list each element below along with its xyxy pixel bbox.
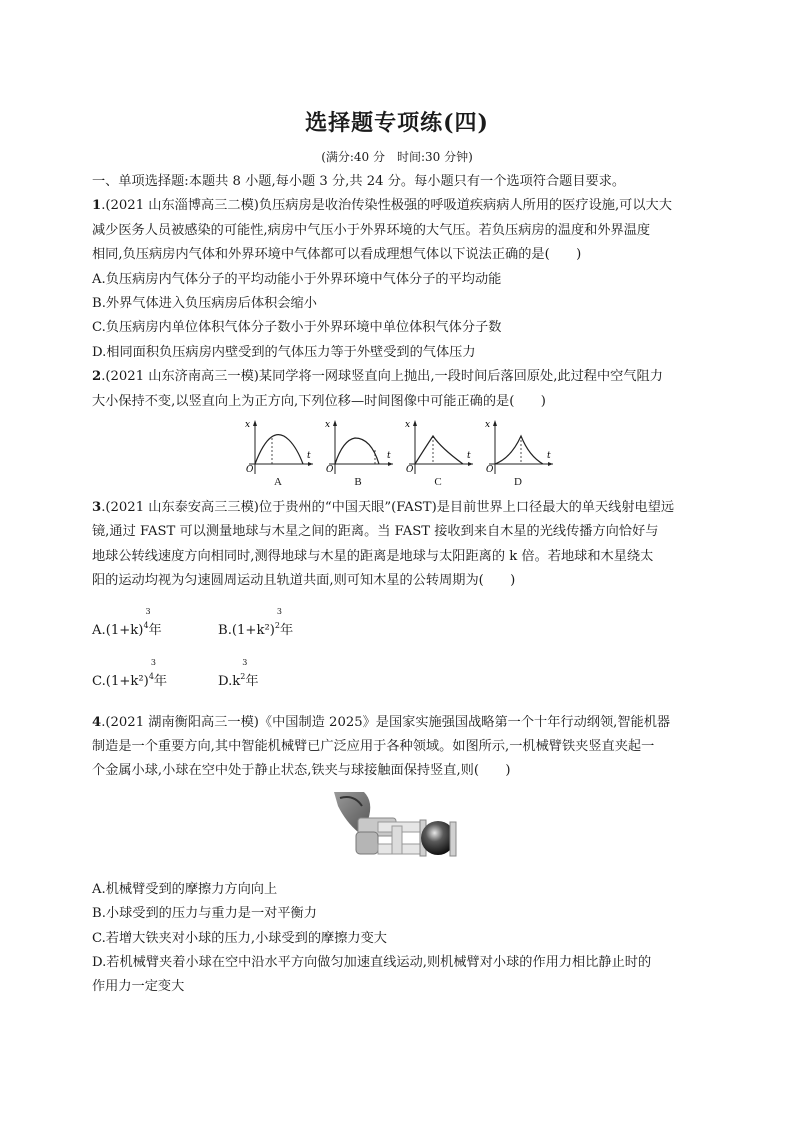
exp-den: 4 [148,672,154,682]
option-base: C.(1+k²) [92,674,149,690]
robot-arm-illustration [328,792,468,874]
option-a: A.机械臂受到的摩擦力方向向上 [92,881,278,897]
x-axis-label: t [307,451,311,462]
option-base: B.(1+k²) [218,622,275,638]
graph-figure [92,418,704,490]
option-unit: 年 [148,622,162,638]
question-number: 2 [92,369,102,385]
origin-label: O [246,465,254,476]
graph-label: C [434,476,442,489]
graph-b [321,418,395,490]
exp-den: 4 [143,620,149,630]
options-row-2 [92,658,704,694]
graph-c [401,418,475,490]
question-text: 个金属小球,小球在空中处于静止状态,铁夹与球接触面保持竖直,则( ) [92,763,511,779]
origin-label: O [486,465,494,476]
option-exponent [240,658,248,694]
question-number: 4 [92,714,102,730]
options-row-1 [92,606,704,643]
option-b [218,606,294,643]
question-2 [92,365,704,490]
graph-d [481,418,555,490]
option-d-continued: 作用力一定变大 [92,979,185,995]
option-base: A.(1+k) [92,622,144,638]
option-d [218,658,259,694]
option-a: A.负压病房内气体分子的平均动能小于外界环境中气体分子的平均动能 [92,271,502,287]
exp-num: 3 [276,606,282,616]
question-3 [92,496,704,694]
x-axis-label: t [467,451,471,462]
exp-den: 2 [274,620,280,630]
option-c [92,658,218,694]
y-axis-label: x [485,420,491,431]
option-b: B.小球受到的压力与重力是一对平衡力 [92,906,317,922]
graph-label: A [274,476,282,489]
question-body [92,170,704,1000]
question-1 [92,194,704,365]
section-heading: 一、单项选择题:本题共 8 小题,每小题 3 分,共 24 分。每小题只有一个选项符合题目要求。 [92,174,626,189]
graph-label: D [514,476,522,489]
question-text: 减少医务人员被感染的可能性,病房中气压小于外界环境的大气压。若负压病房的温度和外界温度 [92,222,651,238]
option-exponent [148,658,156,694]
graph-a [241,418,315,490]
option-base: D.k [218,674,241,690]
question-text: .(2021 山东济南高三一模)某同学将一网球竖直向上抛出,一段时间后落回原处,此过程中空气阻力 [101,369,663,385]
option-c: C.若增大铁夹对小球的压力,小球受到的摩擦力变大 [92,930,387,946]
option-unit: 年 [153,674,168,690]
exp-num: 3 [242,658,248,668]
option-d: D.相同面积负压病房内壁受到的气体压力等于外壁受到的气体压力 [92,344,476,360]
question-text: 制造是一个重要方向,其中智能机械臂已广泛应用于各种领域。如图所示,一机械臂铁夹竖直夹起一 [92,738,655,754]
question-4 [92,711,704,1000]
question-text: 地球公转线速度方向相同时,测得地球与木星的距离是地球与太阳距离的 k 倍。若地球和木星绕太 [92,548,654,564]
exp-num: 3 [150,658,156,668]
question-text: 相同,负压病房内气体和外界环境中气体都可以看成理想气体以下说法正确的是( ) [92,247,582,263]
option-exponent [143,606,151,643]
page-title: 选择题专项练(四) [305,110,489,136]
option-b: B.外界气体进入负压病房后体积会缩小 [92,296,317,312]
option-exponent [274,606,282,643]
graph-label: B [354,476,362,489]
option-c: C.负压病房内单位体积气体分子数小于外界环境中单位体积气体分子数 [92,320,502,336]
option-d: D.若机械臂夹着小球在空中沿水平方向做匀加速直线运动,则机械臂对小球的作用力相比静止时的 [92,954,652,970]
y-axis-label: x [325,420,331,431]
option-unit: 年 [245,674,259,690]
y-axis-label: x [245,420,251,431]
question-text: 阳的运动均视为匀速圆周运动且轨道共面,则可知木星的公转周期为( ) [92,573,516,589]
option-unit: 年 [279,622,294,638]
exp-num: 3 [145,606,151,616]
robot-arm-figure [92,792,704,874]
origin-label: O [406,465,414,476]
y-axis-label: x [405,420,411,431]
option-a [92,606,218,643]
question-text: .(2021 山东泰安高三三模)位于贵州的“中国天眼”(FAST)是目前世界上口径最大的单天线射电望远 [101,500,675,516]
question-text: .(2021 山东淄博高三二模)负压病房是收治传染性极强的呼吸道疾病病人所用的医疗设施,可以大大 [101,198,672,214]
x-axis-label: t [387,451,391,462]
question-number: 1 [92,198,102,214]
exp-den: 2 [240,672,246,682]
question-text: .(2021 湖南衡阳高三一模)《中国制造 2025》是国家实施强国战略第一个十年行动纲领,智能机器 [101,714,671,730]
x-axis-label: t [547,451,551,462]
question-text: 镜,通过 FAST 可以测量地球与木星之间的距离。当 FAST 接收到来自木星的光线传播方向恰好与 [92,524,659,540]
page-subtitle: (满分:40 分 时间:30 分钟) [321,150,473,164]
origin-label: O [326,465,334,476]
question-text: 大小保持不变,以竖直向上为正方向,下列位移—时间图像中可能正确的是( ) [92,393,546,409]
question-number: 3 [92,500,102,516]
